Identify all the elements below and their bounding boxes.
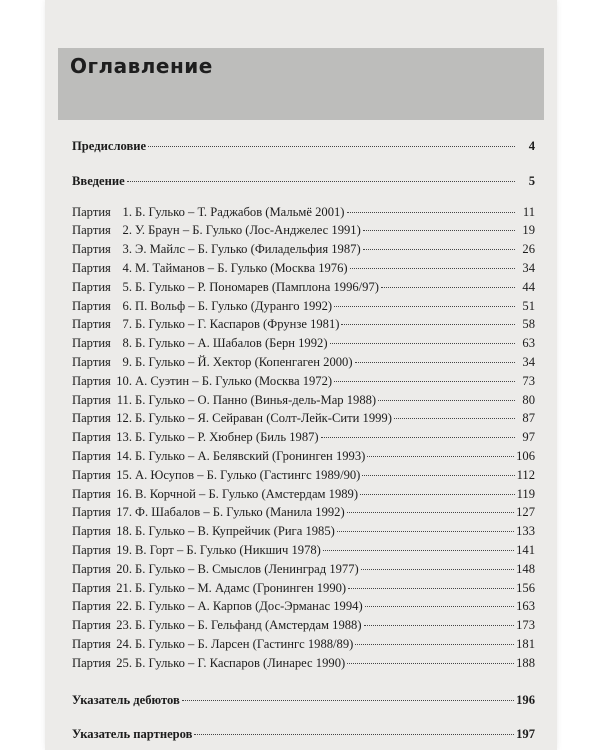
toc-entry-page: 119: [516, 486, 535, 501]
game-prefix: Партия: [72, 448, 111, 463]
toc-entry-game: [72, 635, 535, 654]
toc-entry-label: [72, 447, 365, 466]
toc-entry-page: 58: [522, 317, 535, 332]
game-number: 4.: [122, 260, 132, 275]
dot-leader: [321, 437, 515, 438]
game-title: Б. Гулько – А. Белявский (Гронинген 1993): [135, 448, 366, 463]
toc-entry-page: 112: [516, 467, 535, 482]
game-prefix: Партия: [72, 599, 111, 614]
toc-entry-game: [72, 297, 535, 316]
toc-entry-game: [72, 579, 535, 598]
toc-entry-page: 80: [522, 392, 535, 407]
dot-leader: [394, 418, 515, 419]
toc-entry-label: [72, 240, 361, 259]
toc-entry-game: [72, 259, 535, 278]
toc-entry-label: [72, 560, 359, 579]
toc-entry-page: 19: [522, 223, 535, 238]
toc-entry-page: 44: [522, 279, 535, 294]
dot-leader: [360, 494, 515, 495]
toc-entry-label: [72, 297, 332, 316]
toc-entry-game: [72, 428, 535, 447]
toc-entry-introduction: [72, 172, 535, 191]
toc-entry-label: Введение: [72, 173, 125, 188]
dot-leader: [367, 456, 514, 457]
toc-entry-label: [72, 579, 346, 598]
book-page: [45, 0, 557, 750]
dot-leader: [381, 287, 515, 288]
game-title: Ф. Шабалов – Б. Гулько (Манила 1992): [135, 505, 345, 520]
game-number: 5.: [122, 279, 132, 294]
toc-entry-label: [72, 522, 335, 541]
toc-entry-label: [72, 372, 332, 391]
dot-leader: [347, 663, 514, 664]
toc-entry-game: [72, 654, 535, 673]
toc-entry-page: 4: [528, 139, 535, 153]
dot-leader: [350, 268, 515, 269]
game-prefix: Партия: [72, 317, 111, 332]
game-number: 16.: [116, 486, 132, 501]
game-number: 14.: [116, 448, 132, 463]
game-title: Б. Гулько – Г. Каспаров (Фрунзе 1981): [135, 317, 340, 332]
toc-entry-page: 106: [516, 448, 535, 463]
game-prefix: Партия: [72, 279, 111, 294]
toc-entry-label: [72, 409, 392, 428]
game-title: М. Тайманов – Б. Гулько (Москва 1976): [135, 260, 348, 275]
game-prefix: Партия: [72, 618, 111, 633]
header-band: [58, 48, 544, 120]
toc-entry-game: [72, 503, 535, 522]
toc-entry-game: [72, 616, 535, 635]
toc-entry-page: 34: [522, 354, 535, 369]
game-prefix: Партия: [72, 430, 111, 445]
toc-entry-partners-index: [72, 725, 535, 744]
toc-entry-label: [72, 278, 379, 297]
game-number: 19.: [116, 542, 132, 557]
dot-leader: [363, 230, 515, 231]
toc-entry-label: [72, 485, 358, 504]
toc-entry-page: 73: [522, 373, 535, 388]
dot-leader: [348, 588, 514, 589]
dot-leader: [148, 146, 515, 147]
toc-entry-page: 5: [528, 173, 535, 188]
dot-leader: [182, 700, 514, 701]
dot-leader: [355, 644, 514, 645]
toc-entry-label: [72, 428, 319, 447]
game-number: 18.: [116, 524, 132, 539]
game-title: Б. Гулько – Т. Раджабов (Мальмё 2001): [135, 204, 345, 219]
game-title: Б. Гулько – Й. Хектор (Копенгаген 2000): [135, 354, 353, 369]
dot-leader: [334, 381, 515, 382]
game-title: Б. Гулько – В. Купрейчик (Рига 1985): [135, 524, 335, 539]
toc-entry-label: [72, 334, 328, 353]
toc-entry-page: 127: [516, 505, 535, 520]
toc-entry-page: 34: [522, 260, 535, 275]
game-prefix: Партия: [72, 580, 111, 595]
game-number: 22.: [116, 599, 132, 614]
game-number: 17.: [116, 505, 132, 520]
toc-entry-game: [72, 391, 535, 410]
toc-entry-label: [72, 503, 345, 522]
dot-leader: [127, 181, 515, 182]
game-title: Б. Гулько – Б. Гельфанд (Амстердам 1988): [135, 618, 362, 633]
game-title: Б. Гулько – А. Шабалов (Берн 1992): [135, 336, 328, 351]
toc-entry-label: [72, 221, 361, 240]
toc-entry-game: [72, 409, 535, 428]
toc-entry-game: [72, 372, 535, 391]
game-prefix: Партия: [72, 561, 111, 576]
toc-entry-page: 141: [516, 542, 535, 557]
game-prefix: Партия: [72, 505, 111, 520]
game-number: 12.: [116, 411, 132, 426]
toc-entry-label: [72, 203, 345, 222]
game-prefix: Партия: [72, 467, 111, 482]
game-number: 21.: [116, 580, 132, 595]
game-number: 7.: [122, 317, 132, 332]
game-number: 15.: [116, 467, 132, 482]
game-title: Б. Гулько – Р. Хюбнер (Биль 1987): [135, 430, 319, 445]
game-title: В. Корчной – Б. Гулько (Амстердам 1989): [135, 486, 359, 501]
toc-entry-label: [72, 466, 360, 485]
toc-entry-page: 63: [522, 336, 535, 351]
dot-leader: [347, 212, 516, 213]
game-title: Б. Гулько – Я. Сейраван (Солт-Лейк-Сити 1999): [135, 411, 392, 426]
game-prefix: Партия: [72, 486, 111, 501]
toc-entry-game: [72, 560, 535, 579]
game-title: Б. Гулько – Г. Каспаров (Линарес 1990): [135, 655, 346, 670]
toc-entry-page: 87: [522, 411, 535, 426]
dot-leader: [194, 734, 514, 735]
game-title: У. Браун – Б. Гулько (Лос-Анджелес 1991): [135, 223, 361, 238]
game-prefix: Партия: [72, 298, 111, 313]
dot-leader: [362, 475, 514, 476]
toc-entry-label: [72, 315, 339, 334]
game-number: 13.: [116, 430, 132, 445]
dot-leader: [378, 400, 515, 401]
table-of-contents: [72, 137, 535, 744]
game-prefix: Партия: [72, 260, 111, 275]
game-prefix: Партия: [72, 655, 111, 670]
toc-entry-page: 51: [522, 298, 535, 313]
dot-leader: [330, 343, 515, 344]
toc-entry-label: [72, 391, 376, 410]
game-prefix: Партия: [72, 542, 111, 557]
game-number: 2.: [122, 223, 132, 238]
game-prefix: Партия: [72, 373, 111, 388]
page-title: Оглавление: [70, 54, 213, 78]
toc-entry-game: [72, 203, 535, 222]
game-prefix: Партия: [72, 223, 111, 238]
game-prefix: Партия: [72, 354, 111, 369]
game-number: 20.: [116, 561, 132, 576]
toc-entry-label: [72, 541, 321, 560]
toc-entry-game: [72, 278, 535, 297]
game-title: А. Юсупов – Б. Гулько (Гастингс 1989/90): [135, 467, 361, 482]
game-title: Б. Гулько – А. Карпов (Дос-Эрманас 1994): [135, 599, 363, 614]
dot-leader: [365, 606, 514, 607]
dot-leader: [323, 550, 514, 551]
game-title: Б. Гулько – В. Смыслов (Ленинград 1977): [135, 561, 359, 576]
game-prefix: Партия: [72, 411, 111, 426]
toc-entry-page: 148: [516, 561, 535, 576]
game-prefix: Партия: [72, 392, 111, 407]
toc-entry-page: 97: [522, 430, 535, 445]
dot-leader: [334, 306, 515, 307]
toc-entry-page: 11: [522, 204, 535, 219]
toc-entry-label: Указатель партнеров: [72, 727, 193, 742]
game-title: Б. Гулько – Р. Пономарев (Памплона 1996/97): [135, 279, 379, 294]
toc-entry-page: 173: [516, 618, 535, 633]
dot-leader: [363, 249, 515, 250]
toc-entry-game: [72, 315, 535, 334]
game-number: 23.: [116, 618, 132, 633]
toc-entry-game: [72, 485, 535, 504]
game-prefix: Партия: [72, 204, 111, 219]
toc-entry-label: [72, 654, 345, 673]
toc-entry-openings-index: [72, 691, 535, 710]
game-number: 10.: [116, 373, 132, 388]
toc-entry-game: [72, 597, 535, 616]
dot-leader: [341, 324, 515, 325]
games-list: [72, 203, 535, 673]
toc-entry-game: [72, 353, 535, 372]
toc-entry-label: [72, 597, 363, 616]
game-title: В. Горт – Б. Гулько (Никшич 1978): [135, 542, 321, 557]
toc-entry-page: 197: [516, 727, 535, 742]
toc-entry-page: 163: [516, 599, 535, 614]
dot-leader: [355, 362, 515, 363]
game-number: 25.: [116, 655, 132, 670]
toc-entry-game: [72, 522, 535, 541]
game-title: Э. Майлс – Б. Гулько (Филадельфия 1987): [135, 242, 361, 257]
toc-entry-page: 156: [516, 580, 535, 595]
game-number: 3.: [122, 242, 132, 257]
toc-entry-label: [72, 616, 362, 635]
toc-entry-game: [72, 466, 535, 485]
game-number: 24.: [116, 636, 132, 651]
toc-entry-game: [72, 240, 535, 259]
game-title: Б. Гулько – О. Панно (Винья-дель-Мар 1988): [135, 392, 377, 407]
toc-entry-game: [72, 221, 535, 240]
game-number: 6.: [122, 298, 132, 313]
game-number: 1.: [122, 204, 132, 219]
toc-entry-label: Предисловие: [72, 139, 147, 153]
game-prefix: Партия: [72, 336, 111, 351]
game-title: П. Вольф – Б. Гулько (Дуранго 1992): [135, 298, 333, 313]
game-prefix: Партия: [72, 636, 111, 651]
dot-leader: [337, 531, 514, 532]
game-title: Б. Гулько – М. Адамс (Гронинген 1990): [135, 580, 347, 595]
toc-entry-game: [72, 334, 535, 353]
game-prefix: Партия: [72, 242, 111, 257]
game-number: 11.: [116, 392, 132, 407]
dot-leader: [364, 625, 515, 626]
game-number: 9.: [122, 354, 132, 369]
toc-entry-game: [72, 447, 535, 466]
toc-entry-game: [72, 541, 535, 560]
game-prefix: Партия: [72, 524, 111, 539]
toc-entry-page: 26: [522, 242, 535, 257]
toc-entry-label: Указатель дебютов: [72, 692, 180, 707]
toc-entry-preface: [72, 137, 535, 156]
game-number: 8.: [122, 336, 132, 351]
toc-entry-page: 181: [516, 636, 535, 651]
toc-entry-page: 133: [516, 524, 535, 539]
toc-entry-page: 196: [516, 692, 535, 707]
dot-leader: [347, 512, 514, 513]
toc-entry-label: [72, 635, 353, 654]
game-title: А. Суэтин – Б. Гулько (Москва 1972): [135, 373, 333, 388]
dot-leader: [361, 569, 514, 570]
toc-entry-page: 188: [516, 655, 535, 670]
game-title: Б. Гулько – Б. Ларсен (Гастингс 1988/89): [135, 636, 354, 651]
toc-entry-label: [72, 353, 353, 372]
toc-entry-label: [72, 259, 348, 278]
